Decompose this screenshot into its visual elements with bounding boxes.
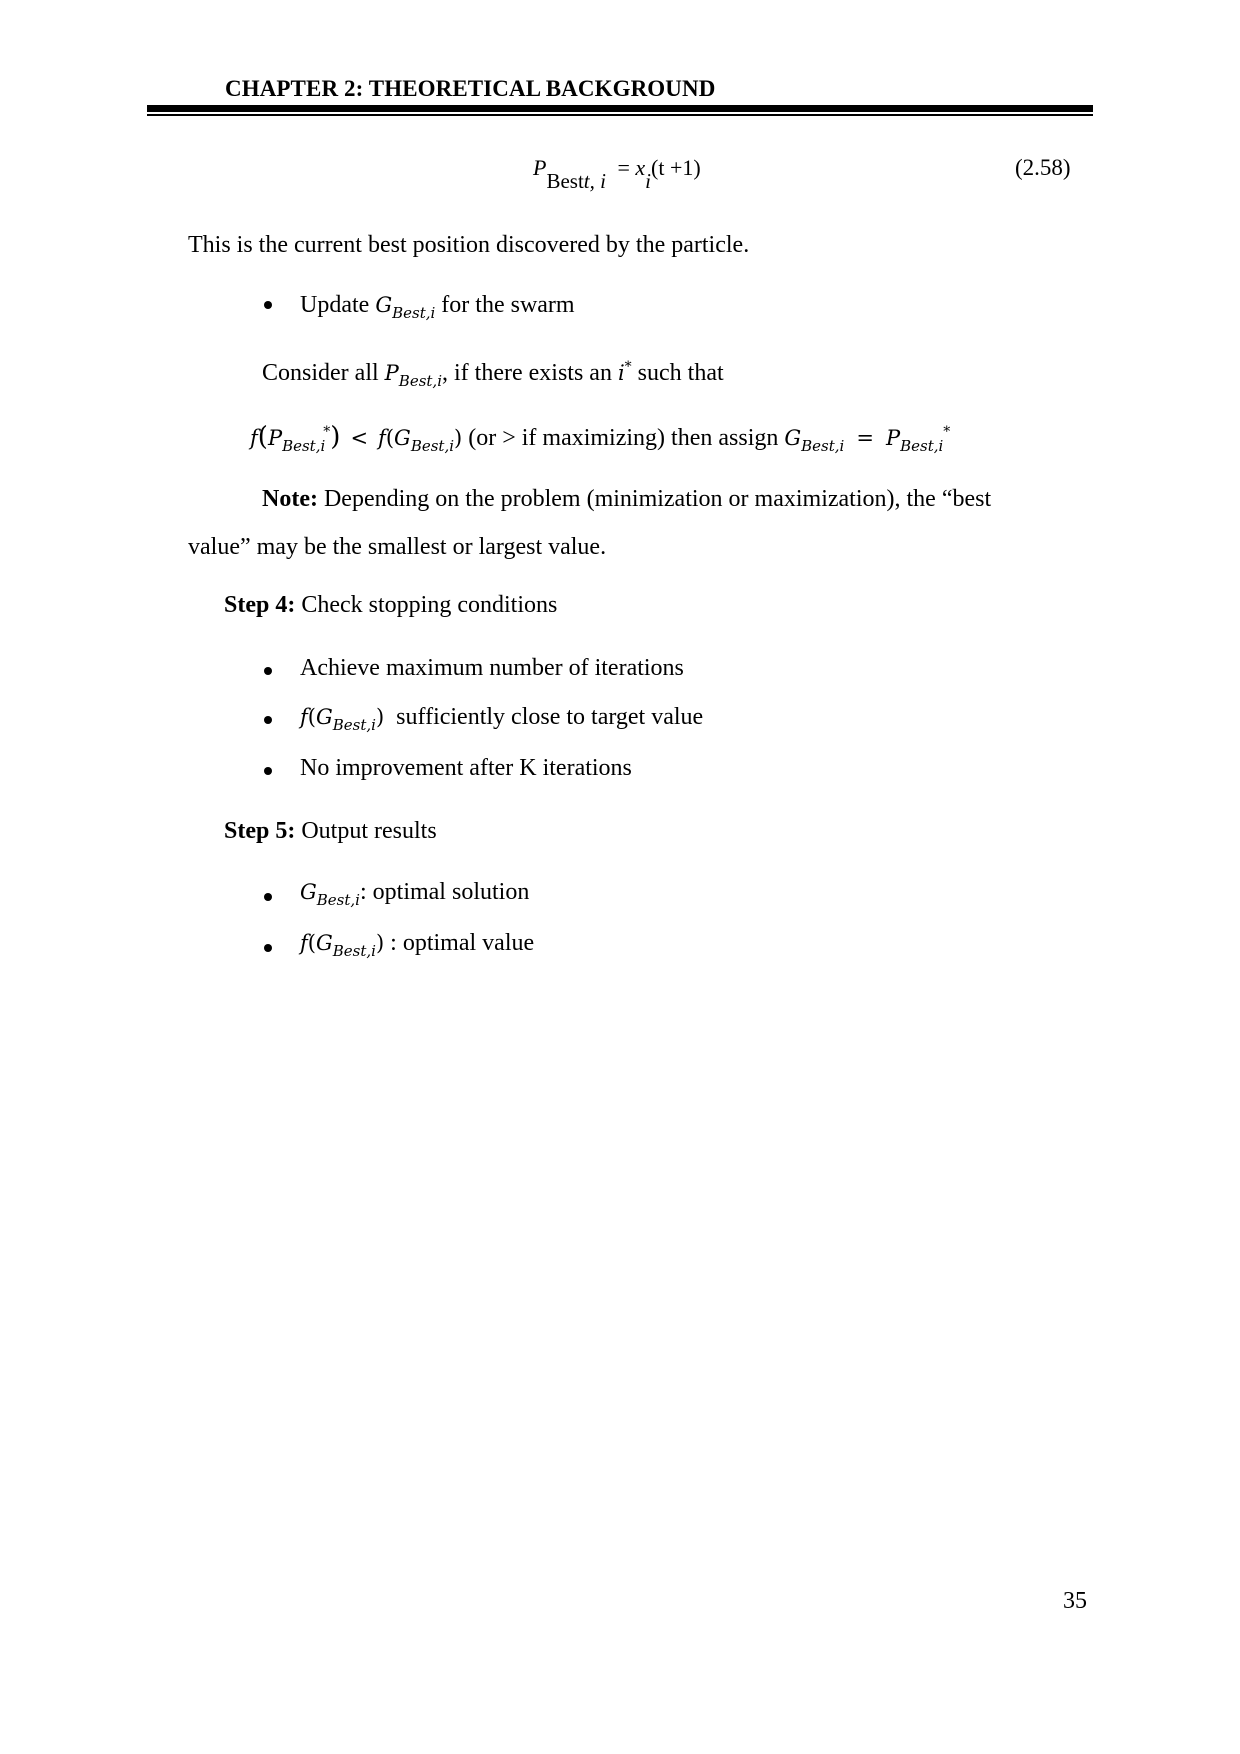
paragraph-update-condition: $f(P_{Best,i}^*) < f(G_{Best,i}) (or$ > if maximizing) then assign $G_{Best,i} = P_{Best,i}^*$ [250, 422, 951, 455]
paragraph-consider-all: Consider all $P_{Best,i}$, if there exists an i* such that [262, 359, 724, 390]
step-4-item-2: $f(G_{Best,i})$ sufficiently close to target value [300, 704, 704, 734]
equation-2-58 [533, 155, 701, 194]
paragraph-current-best: This is the current best position discovered by the particle. [188, 232, 750, 258]
bullet-icon [264, 893, 272, 901]
equation-number: (2.58) [1015, 155, 1071, 180]
bullet-update-gbest: Update $G_{Best,i}$ for the swarm [300, 292, 575, 322]
bullet-icon [264, 767, 272, 775]
eq-rhs-subscript: i [645, 169, 651, 193]
eq-lhs-symbol: P [533, 155, 547, 180]
running-header-title: CHAPTER 2: THEORETICAL BACKGROUND [225, 76, 716, 101]
step-4-item-1: Achieve maximum number of iterations [300, 655, 684, 681]
step-4-item-3: No improvement after K iterations [300, 755, 632, 781]
step-5-item-1: $G_{Best,i}$: optimal solution [300, 879, 530, 909]
bullet-icon [264, 301, 272, 309]
bullet-icon [264, 944, 272, 952]
header-rule-thick [147, 105, 1093, 112]
eq-rhs-argument: (t +1) [651, 155, 701, 180]
step-5-item-2: $f(G_{Best,i})$ : optimal value [300, 930, 535, 960]
step-4-heading: Step 4: Check stopping conditions [224, 592, 558, 618]
bullet-icon [264, 667, 272, 675]
eq-rhs-symbol: x [635, 155, 646, 180]
note-line-2: value” may be the smallest or largest value. [188, 534, 607, 560]
header-rule-thin [147, 114, 1093, 116]
eq-lhs-subscript: Bestt, i [546, 169, 606, 193]
page-number: 35 [1063, 1588, 1087, 1614]
bullet-icon [264, 716, 272, 724]
note-label: Note: [262, 486, 318, 512]
eq-equals: = [617, 155, 630, 180]
step-5-heading: Step 5: Output results [224, 818, 437, 844]
note-line-1: Note: Depending on the problem (minimization or maximization), the “best [262, 486, 992, 512]
